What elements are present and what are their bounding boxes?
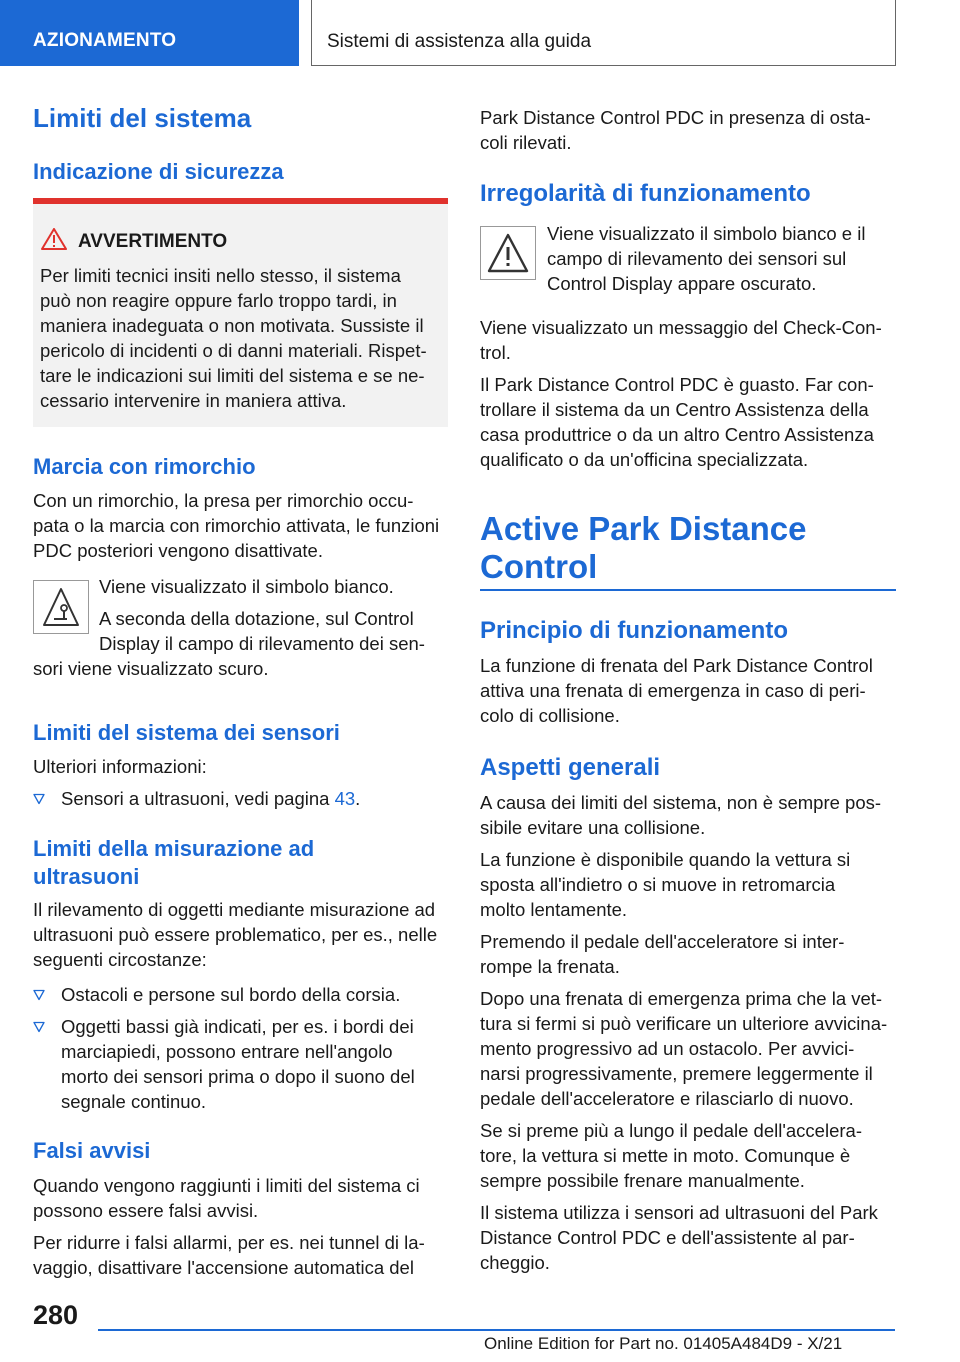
text-line: Control Display appare oscurato.: [547, 273, 817, 294]
text-line: Dopo una frenata di emergenza prima che la vet-: [480, 988, 883, 1009]
text-line: Viene visualizzato il simbolo bianco e il: [547, 223, 866, 244]
trailer-symbol-icon: [33, 580, 89, 634]
continued-text: [480, 105, 896, 155]
text-line: morto dei sensori prima o dopo il suono del: [61, 1066, 415, 1087]
text-line: tore, la vettura si mette in moto. Comunque è: [480, 1145, 851, 1166]
false-alarms-text: [33, 1173, 453, 1280]
warning-triangle-icon: [41, 228, 67, 250]
text-line: seguenti circostanze:: [33, 949, 207, 970]
sensor-limits-bullet: [61, 786, 360, 811]
text-line: PDC posteriori vengono disattivate.: [33, 540, 323, 561]
ultrasonic-bullet-2: [61, 1014, 451, 1114]
trailer-text: [33, 488, 453, 563]
warning-line: pericolo di incidenti o di danni materiali. Rispet-: [40, 340, 427, 361]
safety-heading: Indicazione di sicurezza: [33, 159, 284, 184]
text-line: pata o la marcia con rimorchio attivata, le funzioni: [33, 515, 440, 536]
warning-line: tare le indicazioni sui limiti del sistema e se ne-: [40, 365, 425, 386]
text-line: vaggio, disattivare l'accensione automatica del: [33, 1257, 414, 1278]
page-link[interactable]: 43: [334, 788, 356, 809]
bullet-end: .: [355, 788, 361, 809]
malfunction-warning-icon: [480, 226, 536, 280]
text-line: Distance Control PDC e dell'assistente al par-: [480, 1227, 855, 1248]
malfunction-icon-text: [547, 221, 897, 296]
text-line: marciapiedi, possono entrare nell'angolo: [61, 1041, 393, 1062]
heading-line: Limiti della misurazione ad: [33, 836, 315, 861]
warning-line: può non reagire oppure farlo troppo tardi, in: [40, 290, 397, 311]
warning-line: maniera inadeguata o non motivata. Sussiste il: [40, 315, 424, 336]
section-title: Limiti del sistema: [33, 103, 252, 133]
active-pdc-title: [480, 510, 807, 586]
general-heading: Aspetti generali: [480, 754, 661, 781]
text-line: campo di rilevamento dei sensori sul: [547, 248, 847, 269]
text-line: La funzione di frenata del Park Distance Control: [480, 655, 873, 676]
text-line: sibile evitare una collisione.: [480, 817, 706, 838]
text-line: Il sistema utilizza i sensori ad ultrasuoni del Park: [480, 1202, 878, 1223]
footer-divider: [98, 1329, 895, 1331]
header-chapter-label: Sistemi di assistenza alla guida: [327, 31, 592, 52]
text-line: A causa dei limiti del sistema, non è sempre pos-: [480, 792, 882, 813]
warning-line: cessario intervenire in maniera attiva.: [40, 390, 347, 411]
malfunction-heading: Irregolarità di funzionamento: [480, 180, 811, 207]
general-text: [480, 790, 900, 1275]
false-alarms-heading: Falsi avvisi: [33, 1138, 151, 1163]
text-line: pedale dell'acceleratore e rilasciarlo di nuovo.: [480, 1088, 854, 1109]
warning-line: Per limiti tecnici insiti nello stesso, il sistema: [40, 265, 401, 286]
sensor-limits-intro: Ulteriori informazioni:: [33, 756, 207, 777]
ultrasonic-bullet-1: Ostacoli e persone sul bordo della corsia.: [61, 984, 401, 1005]
text-line: ultrasuoni può essere problematico, per es., nelle: [33, 924, 438, 945]
title-divider: [480, 589, 896, 591]
bullet-triangle-icon: [33, 989, 45, 1001]
page-number: 280: [33, 1300, 79, 1330]
text-line: Premendo il pedale dell'acceleratore si inter-: [480, 931, 845, 952]
ultrasonic-text: [33, 897, 453, 972]
text-line: A seconda della dotazione, sul Control: [99, 608, 414, 629]
text-line: qualificato o da un'officina specializzata.: [480, 449, 809, 470]
text-line: casa produttrice o da un altro Centro Assistenza: [480, 424, 874, 445]
text-line: Viene visualizzato il simbolo bianco.: [99, 576, 394, 597]
text-line: Display il campo di rilevamento dei sen-: [99, 633, 425, 654]
header-section-label: AZIONAMENTO: [33, 30, 177, 51]
text-line: La funzione è disponibile quando la vettura si: [480, 849, 851, 870]
text-line: Oggetti bassi già indicati, per es. i bordi dei: [61, 1016, 414, 1037]
text-line: cheggio.: [480, 1252, 550, 1273]
text-line: segnale continuo.: [61, 1091, 207, 1112]
text-line: trol.: [480, 342, 511, 363]
trailer-heading: Marcia con rimorchio: [33, 454, 256, 479]
bullet-text: Sensori a ultrasuoni, vedi pagina: [61, 788, 335, 809]
principle-text: [480, 653, 900, 728]
text-line: Il rilevamento di oggetti mediante misurazione ad: [33, 899, 436, 920]
text-line: molto lentamente.: [480, 899, 628, 920]
ultrasonic-heading: [33, 835, 314, 891]
warning-text: [40, 263, 440, 413]
footer-edition: Online Edition for Part no. 01405A484D9 - X/21: [484, 1334, 843, 1353]
text-line: attiva una frenata di emergenza in caso di peri-: [480, 680, 866, 701]
header-chapter-box: [311, 0, 896, 66]
text-line: Con un rimorchio, la presa per rimorchio occu-: [33, 490, 414, 511]
text-line: trollare il sistema da un Centro Assistenza della: [480, 399, 869, 420]
text-line: sposta all'indietro o si muove in retromarcia: [480, 874, 836, 895]
text-line: Se si preme più a lungo il pedale dell'accelera-: [480, 1120, 862, 1141]
text-line: Il Park Distance Control PDC è guasto. Far con-: [480, 374, 874, 395]
bullet-triangle-icon: [33, 1021, 45, 1033]
trailer-icon-text: [99, 574, 449, 656]
text-line: Quando vengono raggiunti i limiti del sistema ci: [33, 1175, 420, 1196]
warning-box: [33, 198, 448, 427]
title-line: Control: [480, 548, 598, 585]
warning-label: AVVERTIMENTO: [78, 231, 228, 252]
text-line: Per ridurre i falsi allarmi, per es. nei tunnel di la-: [33, 1232, 425, 1253]
principle-heading: Principio di funzionamento: [480, 617, 788, 644]
trailer-icon-text-end: sori viene visualizzato scuro.: [33, 658, 269, 679]
bullet-triangle-icon: [33, 793, 45, 805]
text-line: possono essere falsi avvisi.: [33, 1200, 259, 1221]
malfunction-text: [480, 315, 900, 472]
title-line: Active Park Distance: [480, 510, 807, 547]
text-line: Viene visualizzato un messaggio del Check-Con-: [480, 317, 882, 338]
text-line: coli rilevati.: [480, 132, 572, 153]
text-line: colo di collisione.: [480, 705, 620, 726]
text-line: sempre possibile frenare manualmente.: [480, 1170, 805, 1191]
text-line: narsi progressivamente, premere leggermente il: [480, 1063, 873, 1084]
text-line: rompe la frenata.: [480, 956, 620, 977]
text-line: Park Distance Control PDC in presenza di osta-: [480, 107, 871, 128]
heading-line: ultrasuoni: [33, 864, 140, 889]
sensor-limits-heading: Limiti del sistema dei sensori: [33, 720, 340, 745]
text-line: tura si fermi si può verificare un ulteriore avvicina-: [480, 1013, 888, 1034]
header-section-tab: [0, 0, 299, 66]
text-line: mento progressivo ad un ostacolo. Per avvici-: [480, 1038, 855, 1059]
